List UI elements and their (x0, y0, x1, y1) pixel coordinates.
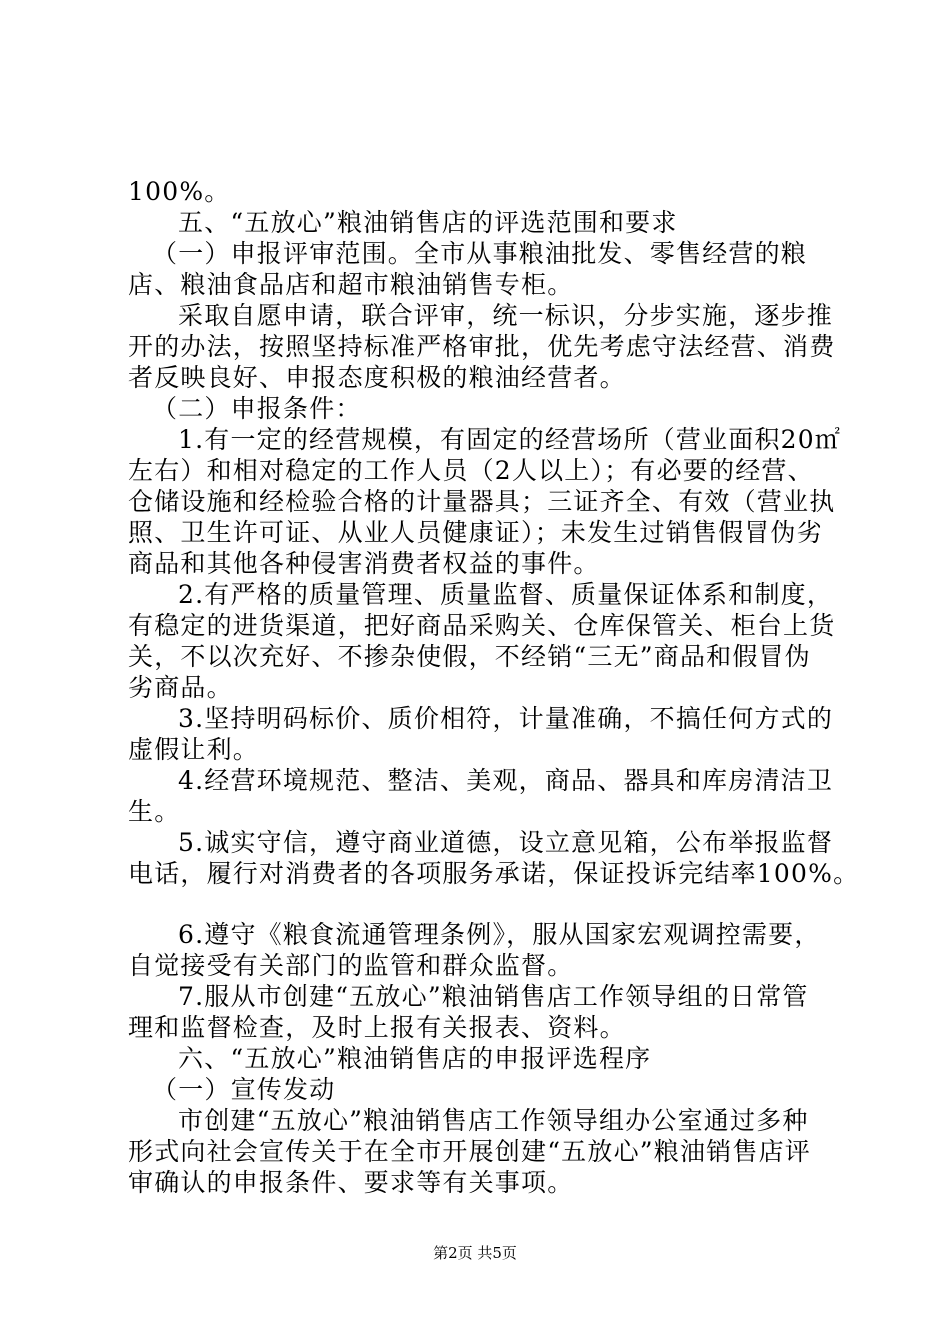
text-line: 商品和其他各种侵害消费者权益的事件。 (128, 549, 600, 578)
text-line: 有稳定的进货渠道，把好商品采购关、仓库保管关、柜台上货 (128, 611, 836, 640)
text-line: 劣商品。 (128, 673, 233, 702)
text-line: 自觉接受有关部门的监管和群众监督。 (128, 951, 574, 980)
text-line: 电话，履行对消费者的各项服务承诺，保证投诉完结率100%。 (128, 859, 860, 888)
text-line: （一）申报评审范围。全市从事粮油批发、零售经营的粮 (152, 239, 808, 268)
text-line: 开的办法，按照坚持标准严格审批，优先考虑守法经营、消费 (128, 332, 836, 361)
text-line: 形式向社会宣传关于在全市开展创建“五放心”粮油销售店评 (128, 1137, 811, 1166)
text-line: 市创建“五放心”粮油销售店工作领导组办公室通过多种 (178, 1106, 809, 1135)
text-line: 五、“五放心”粮油销售店的评选范围和要求 (178, 208, 678, 237)
text-line: （一）宣传发动 (152, 1075, 336, 1104)
text-line: 4.经营环境规范、整洁、美观，商品、器具和库房清洁卫 (178, 766, 834, 795)
text-line: 虚假让利。 (128, 735, 260, 764)
text-line: 审确认的申报条件、要求等有关事项。 (128, 1168, 574, 1197)
text-line: （二）申报条件： (152, 394, 362, 423)
text-line: 店、粮油食品店和超市粮油销售专柜。 (128, 270, 574, 299)
text-line: 六、“五放心”粮油销售店的申报评选程序 (178, 1044, 652, 1073)
text-line: 5.诚实守信，遵守商业道德，设立意见箱，公布举报监督 (178, 828, 834, 857)
text-line: 1.有一定的经营规模，有固定的经营场所（营业面积20㎡ (178, 425, 842, 454)
text-line: 100%。 (128, 177, 231, 206)
text-line: 7.服从市创建“五放心”粮油销售店工作领导组的日常管 (178, 982, 809, 1011)
text-line: 2.有严格的质量管理、质量监督、质量保证体系和制度， (178, 580, 834, 609)
text-line: 左右）和相对稳定的工作人员（2人以上）；有必要的经营、 (128, 456, 814, 485)
text-line: 仓储设施和经检验合格的计量器具；三证齐全、有效（营业执 (128, 487, 836, 516)
text-line: 6.遵守《粮食流通管理条例》，服从国家宏观调控需要， (178, 920, 821, 949)
page-footer: 第2页 共5页 (433, 1244, 517, 1262)
text-line: 者反映良好、申报态度积极的粮油经营者。 (128, 363, 626, 392)
document-body (128, 176, 860, 1198)
text-line: 理和监督检查，及时上报有关报表、资料。 (128, 1013, 626, 1042)
text-line: 采取自愿申请，联合评审，统一标识，分步实施，逐步推 (178, 301, 834, 330)
text-line: 关，不以次充好、不掺杂使假，不经销“三无”商品和假冒伪 (128, 642, 811, 671)
text-line: 生。 (128, 797, 181, 826)
text-line: 3.坚持明码标价、质价相符，计量准确，不搞任何方式的 (178, 704, 834, 733)
text-line: 照、卫生许可证、从业人员健康证）；未发生过销售假冒伪劣 (128, 518, 823, 547)
paragraph-gap (128, 889, 834, 919)
